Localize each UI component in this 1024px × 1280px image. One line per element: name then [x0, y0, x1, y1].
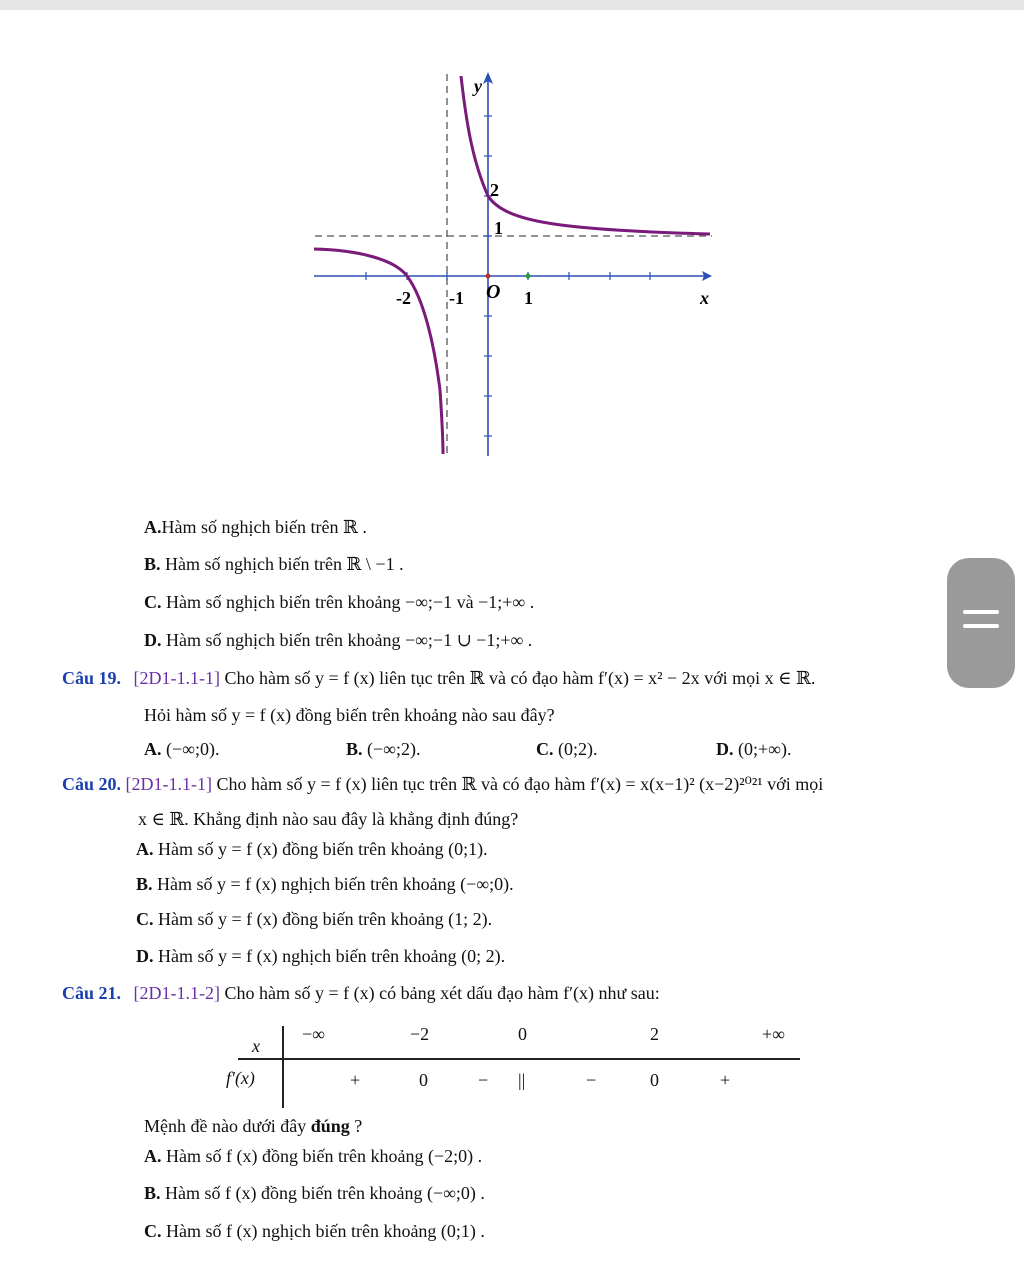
origin-point [486, 274, 491, 279]
q21-prompt: Mệnh đề nào dưới đây đúng ? [144, 1116, 363, 1136]
q19-line1: Câu 19. [2D1-1.1-1] Cho hàm số y = f (x) liên tục trên ℝ và có đạo hàm f′(x) = x² − 2x với mọi x ∈ ℝ. [62, 668, 816, 688]
q20-option-a: A. Hàm số y = f (x) đồng biến trên khoảng (0;1). [136, 839, 488, 859]
sign-table-sign-0: + [350, 1070, 361, 1090]
q21-option-b: B. Hàm số f (x) đồng biến trên khoảng (−∞;0) . [144, 1183, 485, 1203]
q21-tag: [2D1-1.1-2] [133, 983, 220, 1003]
q18-option-a: A.Hàm số nghịch biến trên ℝ . [144, 517, 367, 537]
q19-option-a: A. (−∞;0). [144, 739, 220, 759]
q19-line2: Hỏi hàm số y = f (x) đồng biến trên khoảng nào sau đây? [144, 705, 555, 725]
q21-label: Câu 21. [62, 983, 122, 1003]
top-bar [0, 0, 1024, 10]
sign-table-x-3: 2 [650, 1024, 659, 1044]
q21-option-c: C. Hàm số f (x) nghịch biến trên khoảng (0;1) . [144, 1221, 485, 1241]
point-one [526, 274, 531, 279]
sign-table-x-1: −2 [410, 1024, 430, 1044]
sign-table-fprime-label: f′(x) [226, 1068, 255, 1088]
q19-label: Câu 19. [62, 668, 122, 688]
sign-table-hline [238, 1058, 800, 1060]
sign-table-sign-2: − [478, 1070, 489, 1090]
q20-tag: [2D1-1.1-1] [125, 774, 212, 794]
tick-label-x-minus2: -2 [396, 288, 411, 308]
q21-line1: Câu 21. [2D1-1.1-2] Cho hàm số y = f (x) có bảng xét dấu đạo hàm f′(x) như sau: [62, 983, 660, 1003]
y-axis-label: y [474, 76, 482, 96]
tick-label-y-1: 1 [494, 218, 503, 238]
q18-option-c: C. Hàm số nghịch biến trên khoảng −∞;−1 và −1;+∞ . [144, 592, 535, 612]
sign-table-sign-3: || [518, 1070, 526, 1090]
tick-label-y-2: 2 [490, 180, 499, 200]
sign-table-sign-4: − [586, 1070, 597, 1090]
curve-left-branch [314, 249, 443, 454]
sign-table-x-0: −∞ [302, 1024, 325, 1044]
q21-option-a: A. Hàm số f (x) đồng biến trên khoảng (−2;0) . [144, 1146, 483, 1166]
q19-option-d: D. (0;+∞). [716, 739, 792, 759]
sign-table-vline [282, 1026, 284, 1108]
scroll-handle[interactable] [947, 558, 1015, 688]
sign-table-x-2: 0 [518, 1024, 527, 1044]
q20-line1: Câu 20. [2D1-1.1-1] Cho hàm số y = f (x) liên tục trên ℝ và có đạo hàm f′(x) = x(x−1)² (x−2)²⁰²¹ với mọi [62, 774, 824, 794]
origin-label: O [486, 281, 501, 303]
curve-right-branch [461, 76, 710, 234]
sign-table [222, 1018, 802, 1108]
sign-table-sign-6: + [720, 1070, 731, 1090]
x-axis-label: x [700, 288, 709, 308]
tick-label-x-1: 1 [524, 288, 533, 308]
q20-label: Câu 20. [62, 774, 122, 794]
sign-table-sign-1: 0 [419, 1070, 428, 1090]
tick-label-x-minus1: -1 [449, 288, 464, 308]
sign-table-sign-5: 0 [650, 1070, 659, 1090]
q20-option-d: D. Hàm số y = f (x) nghịch biến trên khoảng (0; 2). [136, 946, 506, 966]
q18-option-b: B. Hàm số nghịch biến trên ℝ \ −1 . [144, 554, 404, 574]
sign-table-x-4: +∞ [762, 1024, 785, 1044]
function-graph [300, 60, 730, 460]
q19-tag: [2D1-1.1-1] [133, 668, 220, 688]
q20-line2: x ∈ ℝ. Khẳng định nào sau đây là khẳng định đúng? [138, 809, 519, 829]
q18-option-d: D. Hàm số nghịch biến trên khoảng −∞;−1 ∪ −1;+∞ . [144, 630, 533, 650]
q20-option-c: C. Hàm số y = f (x) đồng biến trên khoảng (1; 2). [136, 909, 493, 929]
q20-option-b: B. Hàm số y = f (x) nghịch biến trên khoảng (−∞;0). [136, 874, 514, 894]
q19-option-b: B. (−∞;2). [346, 739, 421, 759]
q19-option-c: C. (0;2). [536, 739, 598, 759]
sign-table-x-label: x [252, 1036, 260, 1056]
